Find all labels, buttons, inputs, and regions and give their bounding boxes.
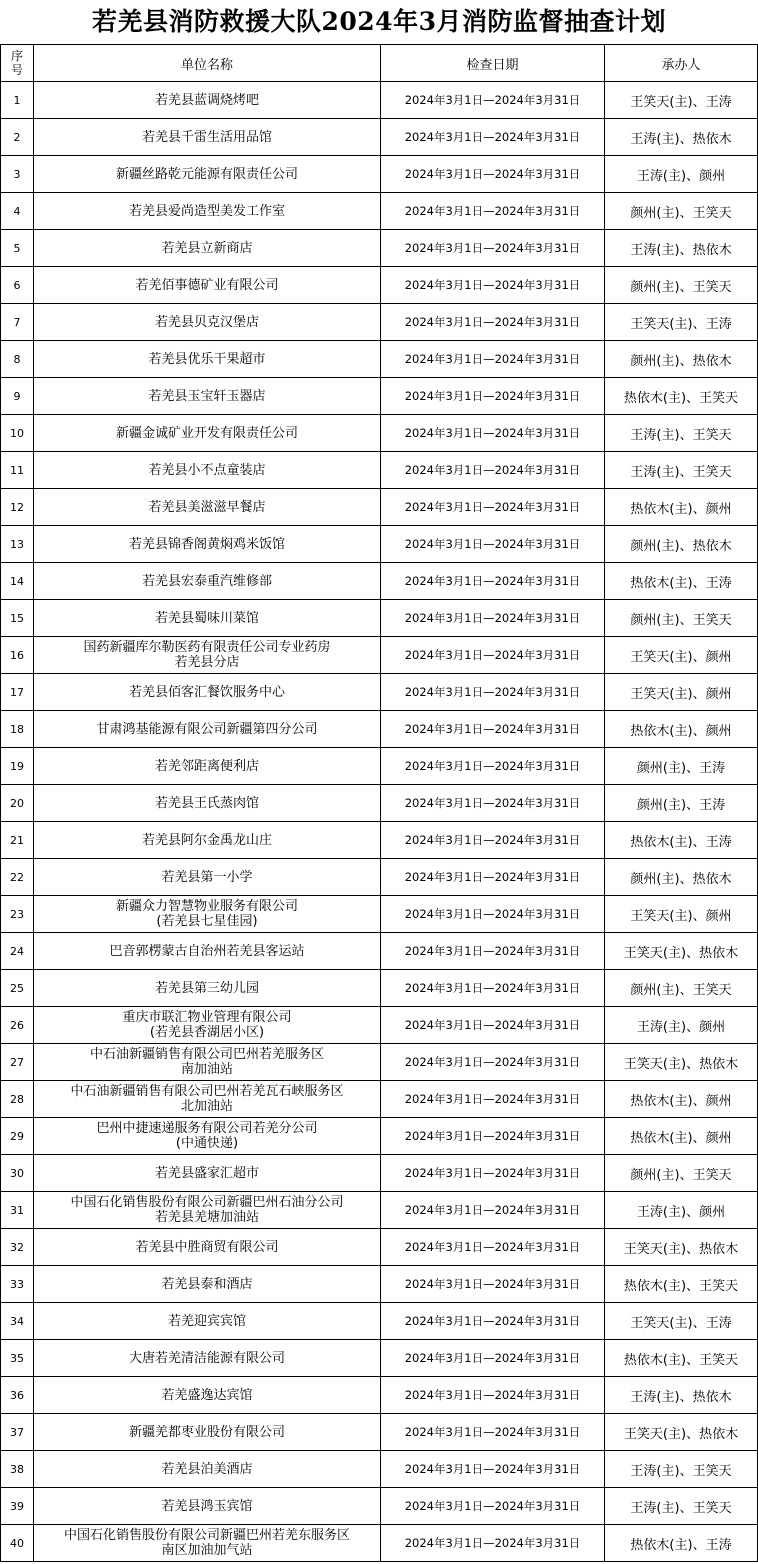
cell-date: 2024年3月1日—2024年3月31日 (381, 230, 605, 267)
cell-seq: 22 (1, 859, 34, 896)
cell-seq: 35 (1, 1340, 34, 1377)
cell-seq: 10 (1, 415, 34, 452)
cell-unit: 甘肃鸿基能源有限公司新疆第四分公司 (34, 711, 381, 748)
cell-unit: 若羌县玉宝轩玉器店 (34, 378, 381, 415)
cell-date: 2024年3月1日—2024年3月31日 (381, 1266, 605, 1303)
page-title: 若羌县消防救援大队2024年3月消防监督抽查计划 (92, 7, 666, 36)
cell-seq: 13 (1, 526, 34, 563)
cell-unit: 巴音郭楞蒙古自治州若羌县客运站 (34, 933, 381, 970)
cell-date: 2024年3月1日—2024年3月31日 (381, 526, 605, 563)
cell-unit: 新疆丝路乾元能源有限责任公司 (34, 156, 381, 193)
cell-seq: 27 (1, 1044, 34, 1081)
cell-staff: 颜州(主)、王笑天 (605, 1155, 758, 1192)
cell-seq: 9 (1, 378, 34, 415)
cell-staff: 颜州(主)、热依木 (605, 526, 758, 563)
table-row (1, 748, 758, 785)
cell-seq: 20 (1, 785, 34, 822)
cell-seq: 16 (1, 637, 34, 674)
column-header-date: 检查日期 (381, 45, 605, 82)
table-row (1, 637, 758, 674)
table-row (1, 267, 758, 304)
cell-unit: 若羌县蓝调烧烤吧 (34, 82, 381, 119)
table-row (1, 1044, 758, 1081)
cell-seq: 2 (1, 119, 34, 156)
table-row (1, 1081, 758, 1118)
cell-staff: 王笑天(主)、王涛 (605, 82, 758, 119)
table-row (1, 1266, 758, 1303)
table-row (1, 1414, 758, 1451)
cell-seq: 15 (1, 600, 34, 637)
table-row (1, 119, 758, 156)
cell-unit: 若羌迎宾宾馆 (34, 1303, 381, 1340)
cell-seq: 32 (1, 1229, 34, 1266)
cell-date: 2024年3月1日—2024年3月31日 (381, 1303, 605, 1340)
cell-seq: 40 (1, 1525, 34, 1562)
cell-staff: 热依木(主)、王笑天 (605, 1340, 758, 1377)
table-row (1, 193, 758, 230)
table-row (1, 304, 758, 341)
cell-seq: 26 (1, 1007, 34, 1044)
cell-staff: 王笑天(主)、颜州 (605, 637, 758, 674)
cell-staff: 热依木(主)、王笑天 (605, 1266, 758, 1303)
table-row (1, 674, 758, 711)
cell-date: 2024年3月1日—2024年3月31日 (381, 1451, 605, 1488)
cell-staff: 热依木(主)、颜州 (605, 711, 758, 748)
cell-date: 2024年3月1日—2024年3月31日 (381, 748, 605, 785)
table-row (1, 1377, 758, 1414)
cell-unit: 若羌县千雷生活用品馆 (34, 119, 381, 156)
cell-seq: 25 (1, 970, 34, 1007)
cell-seq: 12 (1, 489, 34, 526)
cell-staff: 王涛(主)、颜州 (605, 156, 758, 193)
table-body (1, 82, 758, 1562)
cell-staff: 热依木(主)、王涛 (605, 563, 758, 600)
table-row (1, 563, 758, 600)
cell-date: 2024年3月1日—2024年3月31日 (381, 1118, 605, 1155)
table-row (1, 600, 758, 637)
cell-date: 2024年3月1日—2024年3月31日 (381, 970, 605, 1007)
cell-unit: 大唐若羌清洁能源有限公司 (34, 1340, 381, 1377)
cell-date: 2024年3月1日—2024年3月31日 (381, 637, 605, 674)
cell-staff: 颜州(主)、王笑天 (605, 970, 758, 1007)
cell-unit: 若羌县中胜商贸有限公司 (34, 1229, 381, 1266)
table-row (1, 896, 758, 933)
cell-staff: 颜州(主)、王笑天 (605, 600, 758, 637)
table-row (1, 82, 758, 119)
table-row (1, 785, 758, 822)
cell-staff: 王笑天(主)、热依木 (605, 1229, 758, 1266)
cell-seq: 18 (1, 711, 34, 748)
cell-date: 2024年3月1日—2024年3月31日 (381, 822, 605, 859)
cell-date: 2024年3月1日—2024年3月31日 (381, 489, 605, 526)
cell-unit: 中国石化销售股份有限公司新疆巴州石油分公司 若羌县羌塘加油站 (34, 1192, 381, 1229)
cell-date: 2024年3月1日—2024年3月31日 (381, 193, 605, 230)
cell-unit: 若羌县美滋滋早餐店 (34, 489, 381, 526)
cell-staff: 王涛(主)、热依木 (605, 119, 758, 156)
cell-unit: 若羌县蜀味川菜馆 (34, 600, 381, 637)
table-row (1, 1451, 758, 1488)
cell-date: 2024年3月1日—2024年3月31日 (381, 1229, 605, 1266)
cell-seq: 37 (1, 1414, 34, 1451)
cell-unit: 若羌县第一小学 (34, 859, 381, 896)
cell-unit: 中石油新疆销售有限公司巴州若羌服务区 南加油站 (34, 1044, 381, 1081)
cell-date: 2024年3月1日—2024年3月31日 (381, 415, 605, 452)
cell-staff: 热依木(主)、颜州 (605, 489, 758, 526)
cell-date: 2024年3月1日—2024年3月31日 (381, 304, 605, 341)
cell-unit: 若羌邻距离便利店 (34, 748, 381, 785)
cell-date: 2024年3月1日—2024年3月31日 (381, 1044, 605, 1081)
column-header-unit: 单位名称 (34, 45, 381, 82)
cell-unit: 若羌县贝克汉堡店 (34, 304, 381, 341)
cell-seq: 39 (1, 1488, 34, 1525)
cell-date: 2024年3月1日—2024年3月31日 (381, 711, 605, 748)
table-row (1, 970, 758, 1007)
cell-staff: 颜州(主)、热依木 (605, 341, 758, 378)
cell-staff: 王涛(主)、颜州 (605, 1192, 758, 1229)
cell-staff: 王涛(主)、热依木 (605, 1377, 758, 1414)
column-header-staff: 承办人 (605, 45, 758, 82)
cell-seq: 34 (1, 1303, 34, 1340)
cell-seq: 30 (1, 1155, 34, 1192)
cell-date: 2024年3月1日—2024年3月31日 (381, 1155, 605, 1192)
cell-staff: 热依木(主)、王笑天 (605, 378, 758, 415)
cell-staff: 王笑天(主)、热依木 (605, 933, 758, 970)
cell-seq: 1 (1, 82, 34, 119)
cell-date: 2024年3月1日—2024年3月31日 (381, 119, 605, 156)
table-row (1, 230, 758, 267)
cell-seq: 11 (1, 452, 34, 489)
cell-date: 2024年3月1日—2024年3月31日 (381, 267, 605, 304)
cell-staff: 王笑天(主)、颜州 (605, 896, 758, 933)
cell-staff: 王笑天(主)、王涛 (605, 304, 758, 341)
cell-staff: 热依木(主)、颜州 (605, 1118, 758, 1155)
cell-unit: 巴州中捷速递服务有限公司若羌分公司 (中通快递) (34, 1118, 381, 1155)
table-row (1, 156, 758, 193)
cell-staff: 王笑天(主)、热依木 (605, 1044, 758, 1081)
cell-unit: 若羌盛逸达宾馆 (34, 1377, 381, 1414)
cell-staff: 王涛(主)、王笑天 (605, 415, 758, 452)
cell-date: 2024年3月1日—2024年3月31日 (381, 785, 605, 822)
cell-unit: 重庆市联汇物业管理有限公司 (若羌县香湖居小区) (34, 1007, 381, 1044)
cell-unit: 若羌县王氏蒸肉馆 (34, 785, 381, 822)
cell-unit: 中石油新疆销售有限公司巴州若羌瓦石峡服务区 北加油站 (34, 1081, 381, 1118)
table-row (1, 1229, 758, 1266)
cell-unit: 若羌县鸿玉宾馆 (34, 1488, 381, 1525)
cell-staff: 王笑天(主)、热依木 (605, 1414, 758, 1451)
cell-seq: 38 (1, 1451, 34, 1488)
cell-date: 2024年3月1日—2024年3月31日 (381, 1525, 605, 1562)
table-row (1, 452, 758, 489)
cell-seq: 36 (1, 1377, 34, 1414)
cell-date: 2024年3月1日—2024年3月31日 (381, 341, 605, 378)
cell-seq: 3 (1, 156, 34, 193)
cell-seq: 6 (1, 267, 34, 304)
cell-date: 2024年3月1日—2024年3月31日 (381, 82, 605, 119)
cell-unit: 若羌县爱尚造型美发工作室 (34, 193, 381, 230)
cell-unit: 若羌佰事德矿业有限公司 (34, 267, 381, 304)
cell-seq: 17 (1, 674, 34, 711)
table-row (1, 711, 758, 748)
cell-unit: 若羌县泊美酒店 (34, 1451, 381, 1488)
cell-staff: 王笑天(主)、颜州 (605, 674, 758, 711)
cell-unit: 若羌县立新商店 (34, 230, 381, 267)
cell-date: 2024年3月1日—2024年3月31日 (381, 674, 605, 711)
cell-date: 2024年3月1日—2024年3月31日 (381, 563, 605, 600)
cell-staff: 王涛(主)、王笑天 (605, 1488, 758, 1525)
cell-unit: 若羌县盛家汇超市 (34, 1155, 381, 1192)
cell-seq: 19 (1, 748, 34, 785)
cell-date: 2024年3月1日—2024年3月31日 (381, 1488, 605, 1525)
cell-seq: 33 (1, 1266, 34, 1303)
cell-staff: 颜州(主)、热依木 (605, 859, 758, 896)
cell-date: 2024年3月1日—2024年3月31日 (381, 1377, 605, 1414)
cell-date: 2024年3月1日—2024年3月31日 (381, 1192, 605, 1229)
cell-unit: 新疆众力智慧物业服务有限公司 (若羌县七星佳园) (34, 896, 381, 933)
column-header-seq: 序 号 (1, 45, 34, 82)
cell-seq: 21 (1, 822, 34, 859)
cell-date: 2024年3月1日—2024年3月31日 (381, 1007, 605, 1044)
table-row (1, 1340, 758, 1377)
cell-seq: 31 (1, 1192, 34, 1229)
cell-staff: 王涛(主)、王笑天 (605, 452, 758, 489)
cell-unit: 新疆羌都枣业股份有限公司 (34, 1414, 381, 1451)
cell-staff: 颜州(主)、王笑天 (605, 267, 758, 304)
table-row (1, 1303, 758, 1340)
table-row (1, 933, 758, 970)
cell-date: 2024年3月1日—2024年3月31日 (381, 933, 605, 970)
cell-staff: 颜州(主)、王涛 (605, 748, 758, 785)
table-row (1, 415, 758, 452)
cell-seq: 8 (1, 341, 34, 378)
cell-unit: 若羌县泰和酒店 (34, 1266, 381, 1303)
table-row (1, 489, 758, 526)
table-row (1, 822, 758, 859)
cell-date: 2024年3月1日—2024年3月31日 (381, 1414, 605, 1451)
cell-date: 2024年3月1日—2024年3月31日 (381, 896, 605, 933)
cell-date: 2024年3月1日—2024年3月31日 (381, 600, 605, 637)
cell-date: 2024年3月1日—2024年3月31日 (381, 156, 605, 193)
cell-date: 2024年3月1日—2024年3月31日 (381, 1340, 605, 1377)
cell-date: 2024年3月1日—2024年3月31日 (381, 452, 605, 489)
cell-staff: 王涛(主)、颜州 (605, 1007, 758, 1044)
table-row (1, 859, 758, 896)
cell-unit: 若羌县优乐干果超市 (34, 341, 381, 378)
cell-staff: 热依木(主)、王涛 (605, 1525, 758, 1562)
cell-seq: 14 (1, 563, 34, 600)
cell-staff: 王涛(主)、热依木 (605, 230, 758, 267)
cell-seq: 4 (1, 193, 34, 230)
cell-date: 2024年3月1日—2024年3月31日 (381, 378, 605, 415)
cell-seq: 28 (1, 1081, 34, 1118)
cell-staff: 颜州(主)、王涛 (605, 785, 758, 822)
table-row (1, 1155, 758, 1192)
table-row (1, 526, 758, 563)
cell-unit: 若羌县小不点童装店 (34, 452, 381, 489)
cell-seq: 29 (1, 1118, 34, 1155)
cell-seq: 7 (1, 304, 34, 341)
cell-unit: 若羌县第三幼儿园 (34, 970, 381, 1007)
cell-staff: 热依木(主)、颜州 (605, 1081, 758, 1118)
cell-unit: 若羌县宏泰重汽维修部 (34, 563, 381, 600)
cell-seq: 23 (1, 896, 34, 933)
table-row (1, 1525, 758, 1562)
cell-staff: 颜州(主)、王笑天 (605, 193, 758, 230)
cell-staff: 热依木(主)、王涛 (605, 822, 758, 859)
table-row (1, 378, 758, 415)
table-row (1, 1007, 758, 1044)
cell-seq: 5 (1, 230, 34, 267)
inspection-plan-table (0, 44, 758, 1562)
cell-unit: 国药新疆库尔勒医药有限责任公司专业药房 若羌县分店 (34, 637, 381, 674)
cell-unit: 若羌县锦香阁黄焖鸡米饭馆 (34, 526, 381, 563)
table-row (1, 1192, 758, 1229)
cell-staff: 王涛(主)、王笑天 (605, 1451, 758, 1488)
cell-unit: 中国石化销售股份有限公司新疆巴州若羌东服务区 南区加油加气站 (34, 1525, 381, 1562)
cell-unit: 若羌县佰客汇餐饮服务中心 (34, 674, 381, 711)
cell-date: 2024年3月1日—2024年3月31日 (381, 1081, 605, 1118)
table-header-row (1, 45, 758, 82)
cell-staff: 王笑天(主)、王涛 (605, 1303, 758, 1340)
cell-seq: 24 (1, 933, 34, 970)
table-row (1, 1118, 758, 1155)
cell-unit: 新疆金诚矿业开发有限责任公司 (34, 415, 381, 452)
cell-date: 2024年3月1日—2024年3月31日 (381, 859, 605, 896)
table-row (1, 1488, 758, 1525)
table-row (1, 341, 758, 378)
cell-unit: 若羌县阿尔金禹龙山庄 (34, 822, 381, 859)
